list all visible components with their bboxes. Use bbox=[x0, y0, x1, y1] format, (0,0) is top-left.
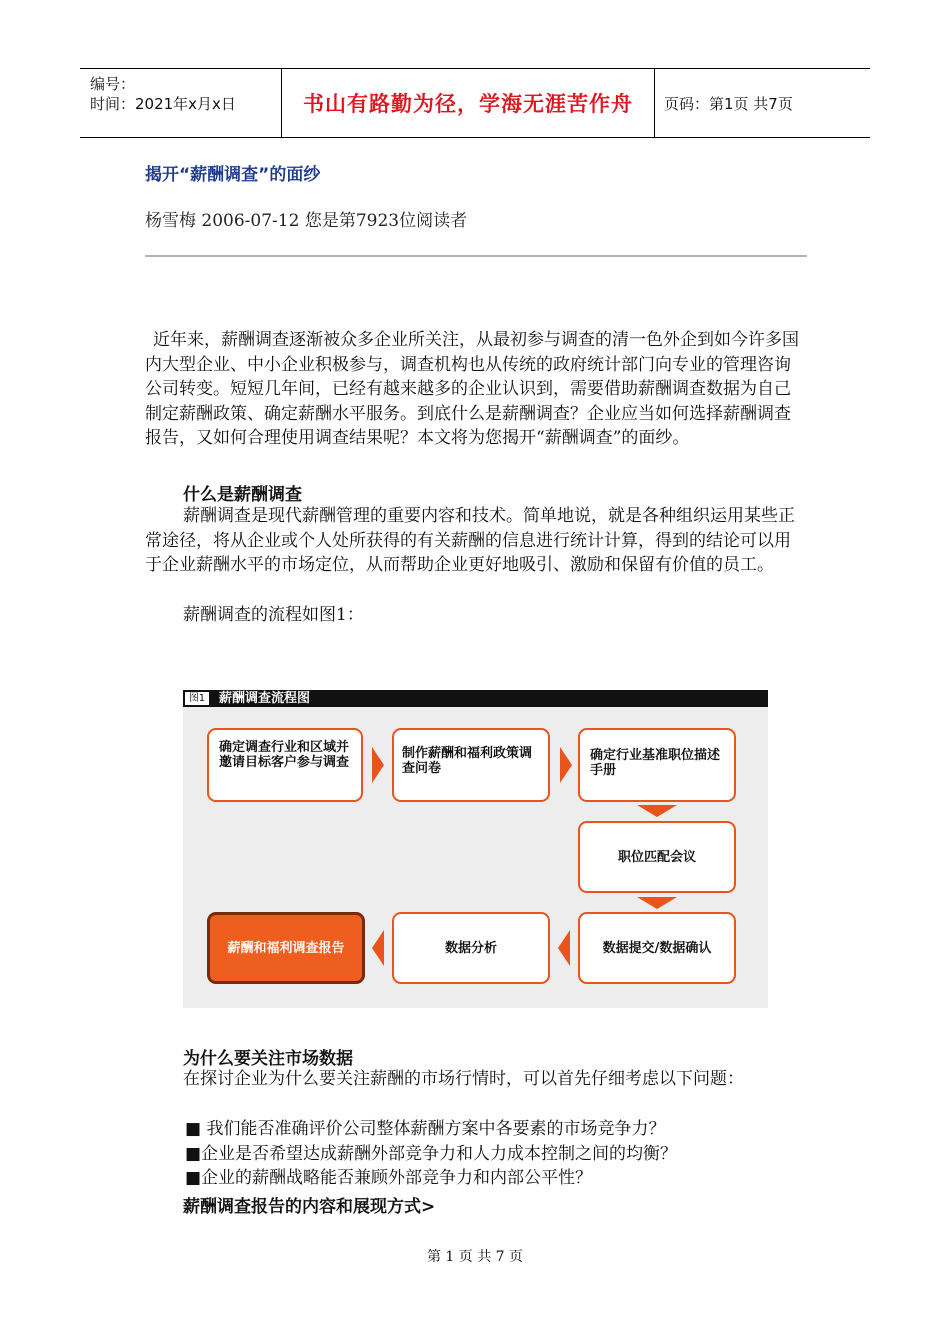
header-page-cell bbox=[654, 69, 870, 137]
title-divider bbox=[145, 255, 807, 257]
article-title: 揭开“薪酬调查”的面纱 bbox=[145, 165, 321, 185]
article-byline: 杨雪梅 2006-07-12 您是第7923位阅读者 bbox=[145, 211, 468, 231]
question-item: ■ 我们能否准确评价公司整体薪酬方案中各要素的市场竞争力？ bbox=[185, 1119, 666, 1139]
question-item: ■企业是否希望达成薪酬外部竞争力和人力成本控制之间的均衡？ bbox=[185, 1144, 678, 1164]
figure-title: 薪酬调查流程图 bbox=[219, 691, 311, 706]
section-what-paragraph: 薪酬调查是现代薪酬管理的重要内容和技术。简单地说，就是各种组织运用某些正常途径，将从企业或个人处所获得的有关薪酬的信息进行统计计算，得到的结论可以用于企业薪酬水平的市场定位，从而帮助企业更好地吸引、激励和保留有价值的员工。 bbox=[145, 506, 795, 575]
flowchart-figure bbox=[183, 690, 768, 1008]
section-heading-what: 什么是薪酬调查 bbox=[183, 485, 302, 505]
header-code: 编号： bbox=[90, 75, 136, 93]
flow-step-6-label: 数据分析 bbox=[444, 940, 497, 956]
question-item: ■企业的薪酬战略能否兼顾外部竞争力和内部公平性？ bbox=[185, 1168, 593, 1188]
figure-title-bar bbox=[183, 690, 768, 707]
page-header bbox=[80, 68, 870, 138]
flow-step-5-label: 数据提交/数据确认 bbox=[602, 940, 712, 956]
flow-step-1-label: 确定调查行业和区域并邀请目标客户参与调查 bbox=[219, 740, 350, 770]
flow-step-1 bbox=[207, 728, 363, 802]
flow-step-7 bbox=[207, 912, 365, 984]
flow-intro-text: 薪酬调查的流程如图1： bbox=[183, 605, 364, 625]
flow-step-2-label: 制作薪酬和福利政策调查问卷 bbox=[402, 746, 533, 776]
header-meta-cell bbox=[80, 69, 281, 137]
intro-paragraph: 近年来，薪酬调查逐渐被众多企业所关注，从最初参与调查的清一色外企到如今许多国内大型企业、中小企业积极参与，调查机构也从传统的政府统计部门向专业的管理咨询公司转变。短短几年间，已经有越来越多的企业认识到，需要借助薪酬调查数据为自己制定薪酬政策、确定薪酬水平服务。到底什么是薪酬调查？企业应当如何选择薪酬调查报告，又如何合理使用调查结果呢？本文将为您揭开“薪酬调查”的面纱。 bbox=[145, 330, 799, 448]
arrow-down-icon bbox=[637, 897, 677, 909]
page-footer: 第 1 页 共 7 页 bbox=[426, 1249, 524, 1265]
arrow-down-icon bbox=[637, 805, 677, 817]
header-page-number: 页码：第1页 共7页 bbox=[664, 94, 793, 113]
arrow-left-icon bbox=[372, 930, 384, 966]
header-motto-cell bbox=[281, 69, 655, 137]
header-motto: 书山有路勤为径，学海无涯苦作舟 bbox=[303, 92, 633, 116]
flow-step-6 bbox=[392, 912, 550, 984]
section-heading-market: 为什么要关注市场数据 bbox=[183, 1049, 353, 1069]
header-time: 时间：2021年x月x日 bbox=[90, 95, 236, 113]
arrow-right-icon bbox=[560, 747, 572, 783]
flow-step-4 bbox=[578, 821, 736, 893]
flow-step-3 bbox=[578, 728, 736, 802]
figure-number: 图1 bbox=[185, 692, 209, 705]
flow-step-5 bbox=[578, 912, 736, 984]
flow-step-4-label: 职位匹配会议 bbox=[617, 849, 696, 865]
arrow-left-icon bbox=[558, 930, 570, 966]
flow-step-7-label: 薪酬和福利调查报告 bbox=[227, 940, 345, 956]
flow-step-2 bbox=[392, 728, 550, 802]
flow-step-3-label: 确定行业基准职位描述手册 bbox=[590, 748, 721, 778]
section-heading-report: 薪酬调查报告的内容和展现方式> bbox=[183, 1197, 436, 1217]
section-market-paragraph: 在探讨企业为什么要关注薪酬的市场行情时，可以首先仔细考虑以下问题： bbox=[183, 1069, 744, 1089]
arrow-right-icon bbox=[372, 747, 384, 783]
